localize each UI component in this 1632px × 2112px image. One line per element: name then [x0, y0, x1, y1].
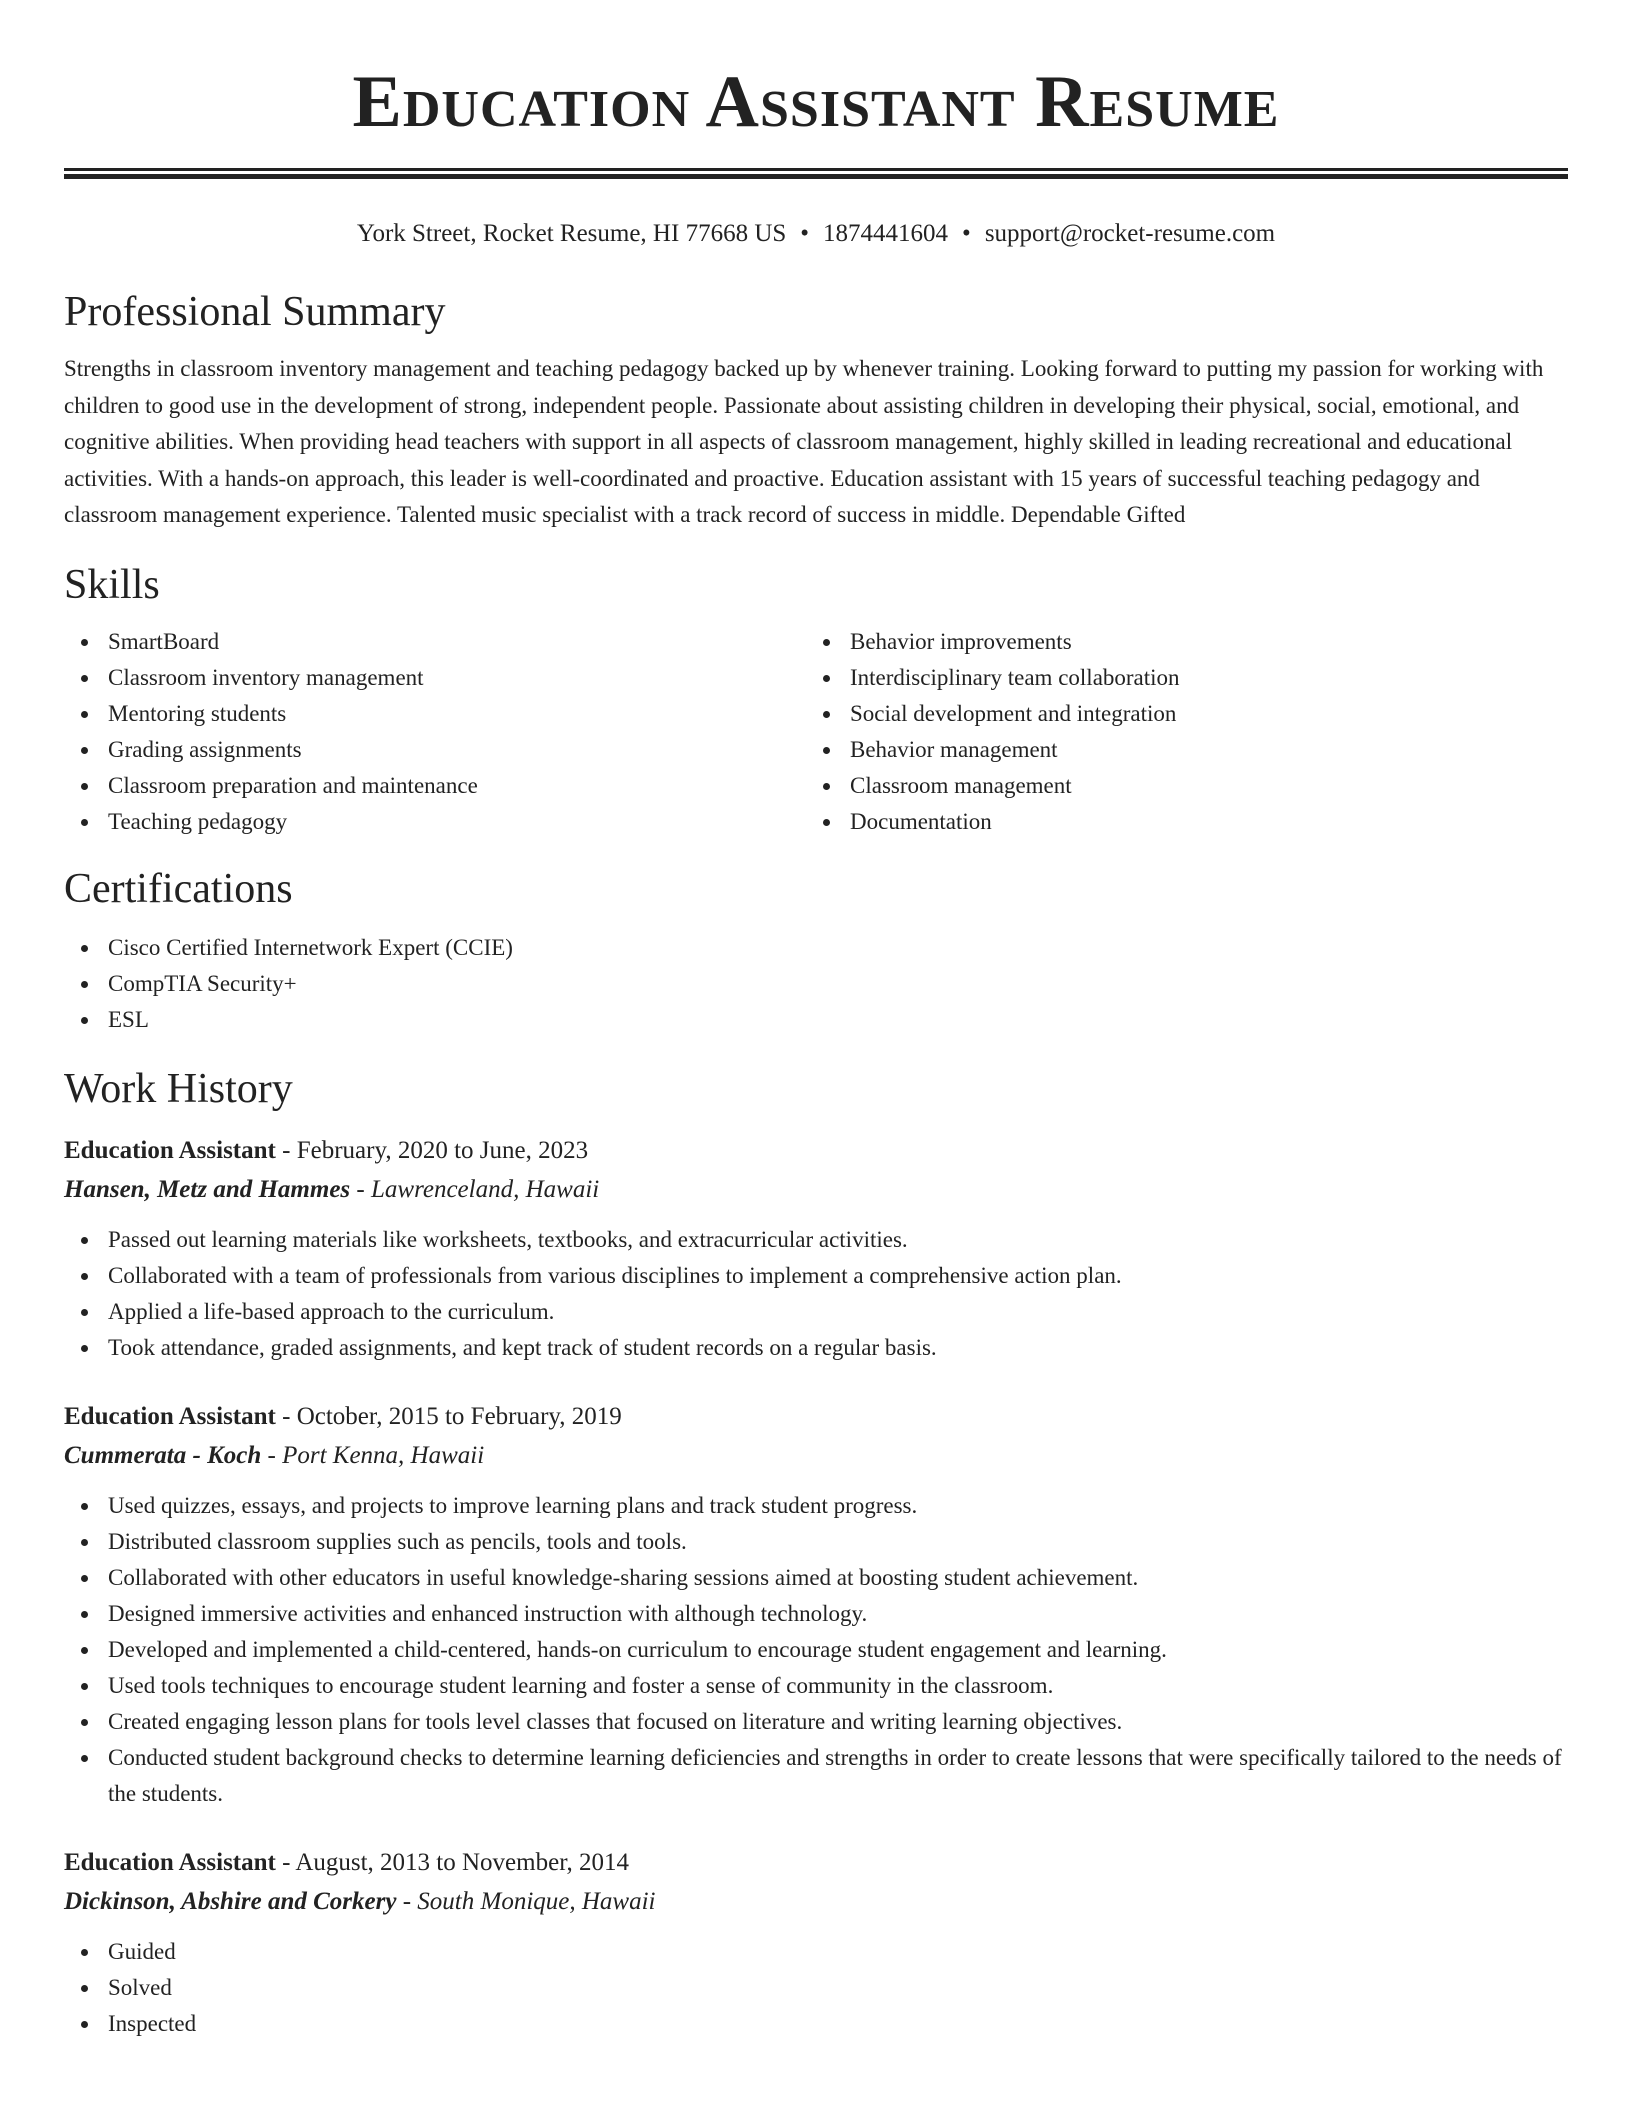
summary-heading: Professional Summary: [64, 289, 446, 335]
certifications-list: [64, 930, 1568, 1038]
contact-separator: •: [962, 220, 971, 247]
contact-separator: •: [800, 220, 810, 247]
job-company-line: Dickinson, Abshire and Corkery - South Monique, Hawaii: [64, 1887, 656, 1915]
job-dates: October, 2015 to February, 2019: [296, 1402, 622, 1430]
skill-item: Classroom preparation and maintenance: [64, 768, 806, 804]
contact-address: York Street, Rocket Resume, HI 77668 US: [356, 220, 787, 247]
job-bullet: Designed immersive activities and enhanced instruction with although technology.: [64, 1596, 1568, 1632]
work-history-heading: Work History: [64, 1065, 293, 1112]
job-entry: [64, 1132, 1568, 1366]
job-bullet: Solved: [64, 1970, 1568, 2006]
job-bullet: Collaborated with a team of professionals from various disciplines to implement a comprehensive action plan.: [64, 1258, 1568, 1294]
skills-list-left: [64, 624, 806, 840]
job-entry: [64, 1844, 1568, 2042]
certification-item: CompTIA Security+: [64, 966, 1568, 1002]
job-bullet: Applied a life-based approach to the curriculum.: [64, 1294, 1568, 1330]
skills-heading: Skills: [64, 561, 160, 608]
job-company: Hansen, Metz and Hammes: [64, 1175, 351, 1203]
job-bullet: Distributed classroom supplies such as pencils, tools and tools.: [64, 1524, 1568, 1560]
skill-item: Documentation: [806, 804, 1548, 840]
job-dates: August, 2013 to November, 2014: [295, 1848, 630, 1876]
job-bullet: Guided: [64, 1934, 1568, 1970]
job-company: Cummerata - Koch: [64, 1441, 262, 1469]
skill-item: Social development and integration: [806, 696, 1548, 732]
job-bullet-list: [64, 1488, 1568, 1812]
job-bullet: Collaborated with other educators in useful knowledge-sharing sessions aimed at boosting student achievement.: [64, 1560, 1568, 1596]
job-bullet: Conducted student background checks to determine learning deficiencies and strengths in order to create lessons that were specifically tailored to the needs of the students.: [64, 1740, 1568, 1812]
job-bullet-list: [64, 1934, 1568, 2042]
skill-item: Behavior management: [806, 732, 1548, 768]
job-role: Education Assistant: [64, 1402, 276, 1430]
summary-text: Strengths in classroom inventory management and teaching pedagogy backed up by whenever training. Looking forward to putting my passion for working with children to good use in the development of strong, independent people. Passionate about assisting children in developing their physical, social, emotional, and cognitive abilities. When providing head teachers with support in all aspects of classroom management, highly skilled in leading recreational and educational activities. With a hands-on approach, this leader is well-coordinated and proactive. Education assistant with 15 years of successful teaching pedagogy and classroom management experience. Talented music specialist with a track record of success in middle. Dependable Gifted: [64, 356, 1544, 527]
job-bullet: Took attendance, graded assignments, and kept track of student records on a regular basis.: [64, 1330, 1568, 1366]
job-entry: [64, 1398, 1568, 1812]
job-company-line: Cummerata - Koch - Port Kenna, Hawaii: [64, 1441, 485, 1469]
skill-item: Mentoring students: [64, 696, 806, 732]
skill-item: SmartBoard: [64, 624, 806, 660]
job-bullet-list: [64, 1222, 1568, 1366]
job-company: Dickinson, Abshire and Corkery: [64, 1887, 397, 1915]
title-divider: [64, 168, 1568, 179]
job-dates: February, 2020 to June, 2023: [296, 1136, 589, 1164]
job-title-line: Education Assistant - August, 2013 to November, 2014: [64, 1848, 630, 1876]
certification-item: Cisco Certified Internetwork Expert (CCIE): [64, 930, 1568, 966]
skill-item: Interdisciplinary team collaboration: [806, 660, 1548, 696]
job-location: Port Kenna, Hawaii: [282, 1441, 485, 1469]
job-location: Lawrenceland, Hawaii: [370, 1175, 600, 1203]
job-bullet: Created engaging lesson plans for tools level classes that focused on literature and writing learning objectives.: [64, 1704, 1568, 1740]
skills-list-right: [806, 624, 1548, 840]
skill-item: Grading assignments: [64, 732, 806, 768]
job-bullet: Used quizzes, essays, and projects to improve learning plans and track student progress.: [64, 1488, 1568, 1524]
job-bullet: Passed out learning materials like worksheets, textbooks, and extracurricular activities.: [64, 1222, 1568, 1258]
job-title-line: Education Assistant - February, 2020 to June, 2023: [64, 1136, 589, 1164]
job-role: Education Assistant: [64, 1848, 276, 1876]
job-bullet: Developed and implemented a child-centered, hands-on curriculum to encourage student engagement and learning.: [64, 1632, 1568, 1668]
contact-line: [64, 217, 1568, 251]
job-bullet: Used tools techniques to encourage student learning and foster a sense of community in the classroom.: [64, 1668, 1568, 1704]
skill-item: Classroom inventory management: [64, 660, 806, 696]
job-role: Education Assistant: [64, 1136, 276, 1164]
certification-item: ESL: [64, 1002, 1568, 1038]
contact-phone: 1874441604: [823, 220, 949, 247]
contact-email: support@rocket-resume.com: [984, 220, 1276, 247]
skill-item: Classroom management: [806, 768, 1548, 804]
job-location: South Monique, Hawaii: [417, 1887, 656, 1915]
skill-item: Teaching pedagogy: [64, 804, 806, 840]
skills-columns: [64, 624, 1568, 840]
job-bullet: Inspected: [64, 2006, 1568, 2042]
job-title-line: Education Assistant - October, 2015 to February, 2019: [64, 1402, 622, 1430]
resume-title: Education Assistant Resume: [352, 61, 1280, 143]
job-company-line: Hansen, Metz and Hammes - Lawrenceland, Hawaii: [64, 1175, 600, 1203]
skill-item: Behavior improvements: [806, 624, 1548, 660]
certifications-heading: Certifications: [64, 865, 293, 912]
